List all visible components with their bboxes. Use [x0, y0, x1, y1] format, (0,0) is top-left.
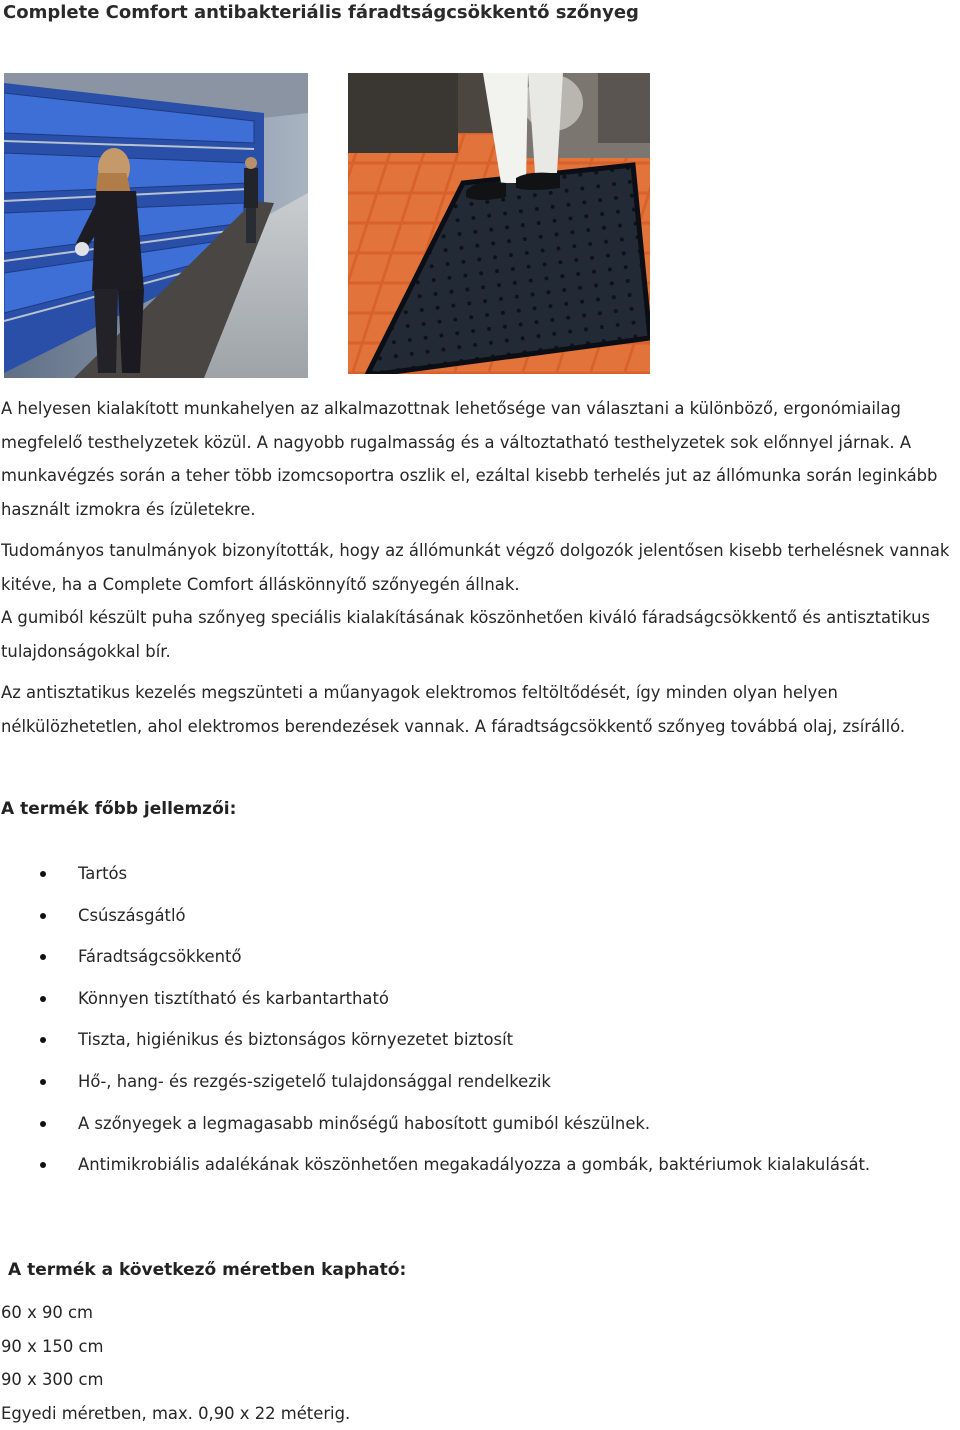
- list-item: Tiszta, higiénikus és biztonságos környezetet biztosít: [40, 1019, 870, 1061]
- sizes-heading: A termék a következő méretben kapható:: [8, 1260, 407, 1280]
- size-item: 90 x 300 cm: [1, 1370, 104, 1390]
- list-item: Könnyen tisztítható és karbantartható: [40, 978, 870, 1020]
- intro-paragraph: A helyesen kialakított munkahelyen az alkalmazottnak lehetősége van választani a különböző, ergonómiailag megfelelő testhelyzetek közül. A nagyobb rugalmasság és a változtatható testhelyzetek sok előnnyel járnak. A munkavégzés során a teher több izomcsoportra oszlik el, ezáltal kisebb terhelés jut az állómunka során leginkább használt izmokra és ízületekre.: [1, 399, 938, 519]
- bullet-icon: [40, 1121, 46, 1127]
- list-item: Tartós: [40, 853, 870, 895]
- kitchen-mat-photo: [348, 73, 650, 374]
- features-list: [40, 853, 870, 1186]
- bullet-icon: [40, 913, 46, 919]
- list-item: Csúszásgátló: [40, 895, 870, 937]
- size-item: Egyedi méretben, max. 0,90 x 22 méterig.: [1, 1403, 351, 1423]
- size-item: 90 x 150 cm: [1, 1336, 104, 1356]
- list-item: Hő-, hang- és rezgés-szigetelő tulajdonsággal rendelkezik: [40, 1061, 870, 1103]
- list-item: Fáradtságcsökkentő: [40, 936, 870, 978]
- warehouse-worker-photo: [4, 73, 308, 378]
- bullet-icon: [40, 996, 46, 1002]
- antistatic-paragraph: Az antisztatikus kezelés megszünteti a műanyagok elektromos feltöltődését, így minden olyan helyen nélkülözhetetlen, ahol elektromos berendezések vannak. A fáradtságcsökkentő szőnyeg továbbá olaj, zsírálló.: [1, 683, 906, 736]
- page-title: Complete Comfort antibakteriális fáradtságcsökkentő szőnyeg: [3, 2, 639, 23]
- bullet-icon: [40, 954, 46, 960]
- bullet-icon: [40, 1079, 46, 1085]
- study-paragraph: Tudományos tanulmányok bizonyították, hogy az állómunkát végző dolgozók jelentősen kisebb terhelésnek vannak kitéve, ha a Complete Comfort álláskönnyítő szőnyegén állnak.: [1, 541, 950, 594]
- list-item: Antimikrobiális adalékának köszönhetően megakadályozza a gombák, baktériumok kialakulását.: [40, 1144, 870, 1186]
- list-item: A szőnyegek a legmagasabb minőségű habosított gumiból készülnek.: [40, 1103, 870, 1145]
- bullet-icon: [40, 871, 46, 877]
- bullet-icon: [40, 1162, 46, 1168]
- bullet-icon: [40, 1037, 46, 1043]
- sizes-list: [1, 1296, 350, 1430]
- size-item: 60 x 90 cm: [1, 1303, 94, 1322]
- features-heading: A termék főbb jellemzői:: [1, 799, 237, 819]
- rubber-paragraph: A gumiból készült puha szőnyeg speciális kialakításának köszönhetően kiváló fáradságcsökkentő és antisztatikus tulajdonságokkal bír.: [1, 608, 930, 661]
